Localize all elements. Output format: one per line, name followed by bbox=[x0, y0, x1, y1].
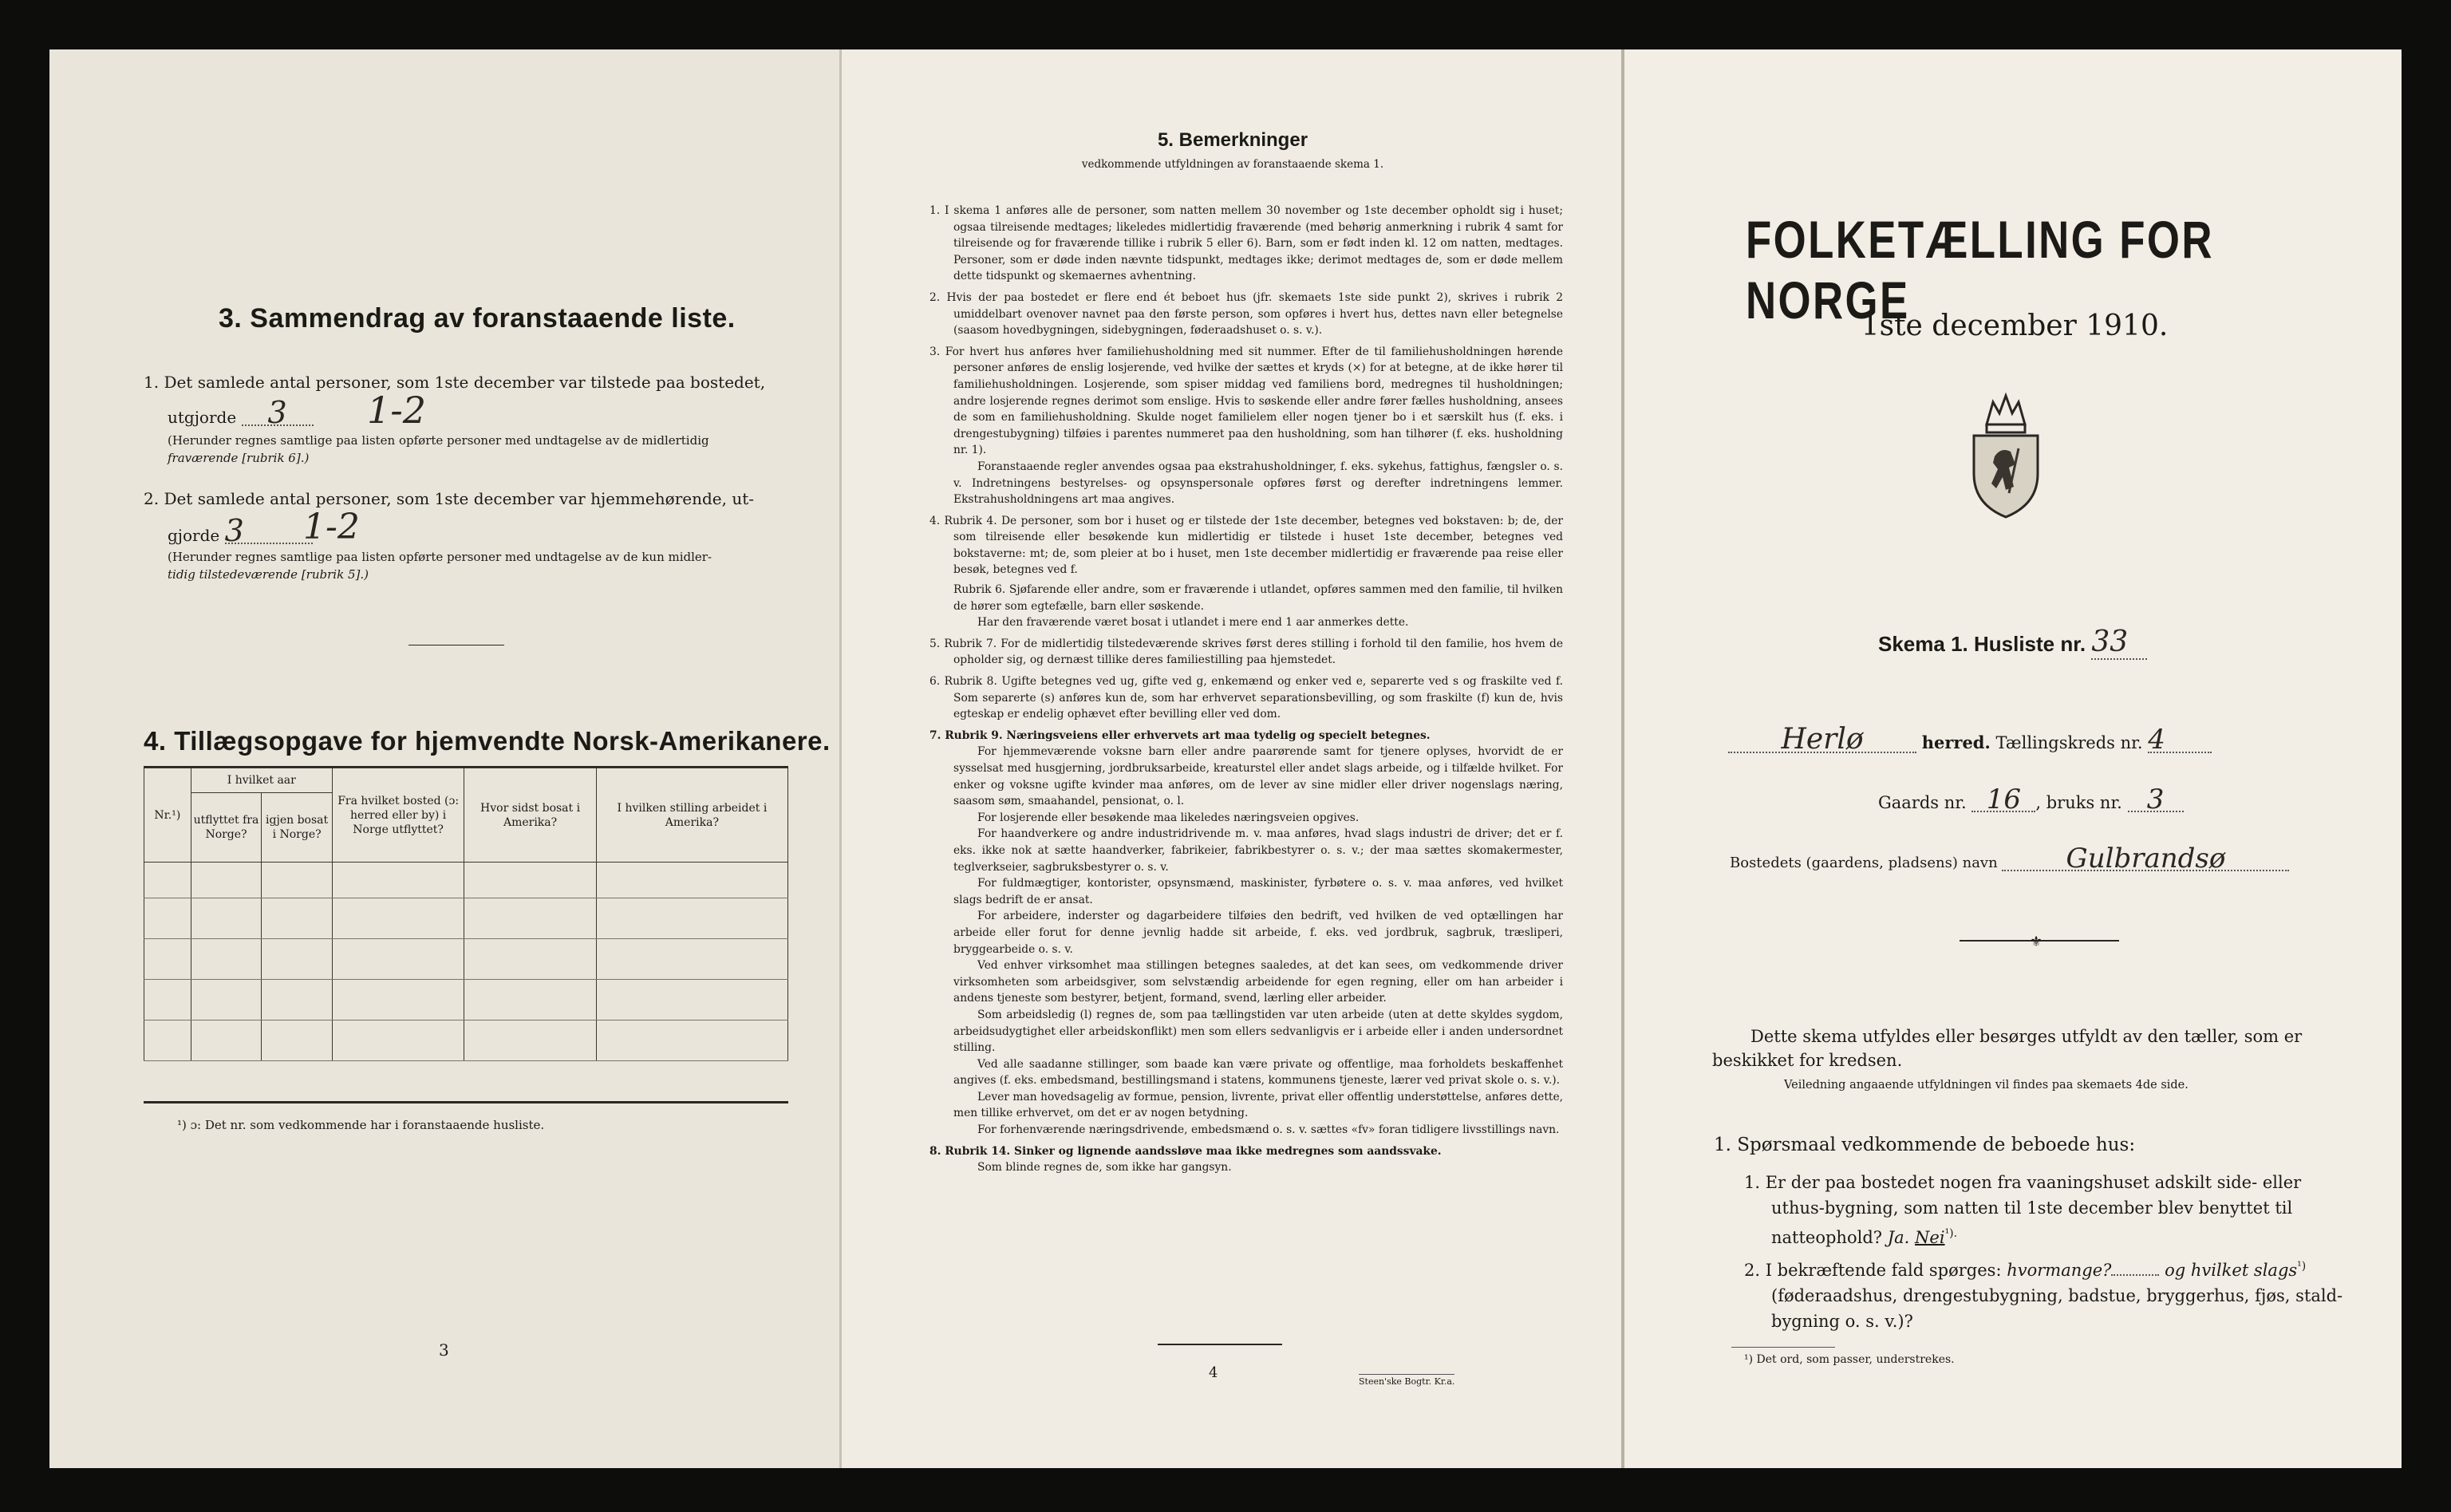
bruks-label: bruks nr. bbox=[2046, 793, 2122, 812]
census-date: 1ste december 1910. bbox=[1861, 310, 2169, 342]
bosted-value: Gulbrandsø bbox=[2002, 847, 2289, 871]
th-utflyttet: utflyttet fra Norge? bbox=[191, 793, 262, 863]
q1-ja: Ja. bbox=[1887, 1228, 1910, 1247]
husliste-nr: 33 bbox=[2091, 626, 2147, 660]
item1-text: 1. Det samlede antal personer, som 1ste december var tilstede paa bostedet, bbox=[144, 373, 766, 392]
remark-item: For losjerende eller besøkende maa likeledes næringsveien opgives. bbox=[977, 811, 1360, 824]
item1-note-line1: (Herunder regnes samtlige paa listen opførte personer med undtagelse av de midlertidig bbox=[168, 433, 709, 448]
page-number: 3 bbox=[439, 1340, 449, 1360]
q2-line1 bbox=[1744, 1253, 2382, 1283]
footnote: ¹) Det ord, som passer, understrekes. bbox=[1744, 1353, 1955, 1366]
remark-item: 2. Hvis der paa bostedet er flere end ét beboet hus (jfr. skemaets 1ste side punkt 2), skrives i rubrik 2 umiddelbart ovenover navnet paa den første person, som opføres i hvert hus, dettes navn eller betegnelse (saasom hovedbygningen, sidebygningen, føderaadshuset o. s. v.). bbox=[929, 290, 1563, 338]
herred-line bbox=[1728, 723, 2212, 756]
q1-nei: Nei bbox=[1915, 1228, 1945, 1247]
page-number: 4 bbox=[1209, 1364, 1218, 1381]
remark-item: Rubrik 6. Sjøfarende eller andre, som er fraværende i utlandet, opføres sammen med den familie, til hvilken de hører som egtefælle, barn eller søskende. bbox=[953, 583, 1563, 613]
remark-item: 5. Rubrik 7. For de midlertidig tilstedeværende skrives først deres stilling i forhold til den familie, hos hvem de opholder sig, og dernæst tillike deres familiestilling paa hjemstedet. bbox=[929, 637, 1563, 667]
th-group: I hvilket aar bbox=[191, 768, 332, 793]
printer-mark: Steen'ske Bogtr. Kr.a. bbox=[1359, 1374, 1454, 1387]
q1-line3-prefix: natteophold? bbox=[1771, 1228, 1883, 1247]
q1-sup: ¹). bbox=[1944, 1227, 1958, 1240]
th-fra: Fra hvilket bosted (ɔ: herred eller by) i Norge utflyttet? bbox=[332, 768, 464, 863]
remark-item: For fuldmægtiger, kontorister, opsynsmænd, maskinister, fyrbøtere o. s. v. maa anføres, ved hvilket slags bedrift de er ansat. bbox=[953, 877, 1563, 906]
instruction-line2: beskikket for kredsen. bbox=[1712, 1051, 1903, 1070]
item2-handwritten-extra: 1-2 bbox=[303, 507, 360, 547]
bosted-line bbox=[1730, 843, 2289, 874]
bruks-value: 3 bbox=[2128, 788, 2184, 812]
herred-label: herred. bbox=[1921, 732, 1991, 752]
q2-prefix: 2. I bekræftende fald spørges: bbox=[1744, 1261, 2002, 1280]
item1-label-text: utgjorde bbox=[168, 408, 237, 427]
th-hvor: Hvor sidst bosat i Amerika? bbox=[464, 768, 596, 863]
q2-blank bbox=[2111, 1274, 2159, 1276]
remark-item: Ved alle saadanne stillinger, som baade kan være private og offentlige, maa forholdets beskaffenhet angives (f. eks. embedsmand, bestillingsmand i statens, kommunens tjeneste, lærer ved privat skole o. s. v.). bbox=[953, 1057, 1563, 1088]
table-row bbox=[144, 863, 788, 898]
norway-coat-of-arms-icon bbox=[1963, 385, 2049, 520]
kreds-value: 4 bbox=[2148, 728, 2212, 753]
census-title: FOLKETÆLLING FOR NORGE bbox=[1746, 210, 2214, 330]
left-page bbox=[49, 49, 839, 1468]
divider bbox=[1158, 1344, 1282, 1345]
table-row bbox=[144, 898, 788, 939]
remark-item: Har den fraværende været bosat i utlandet i mere end 1 aar anmerkes dette. bbox=[977, 616, 1409, 630]
item2-label-text: gjorde bbox=[168, 526, 220, 545]
remark-item: 3. For hvert hus anføres hver familiehusholdning med sit nummer. Efter de til familiehusholdningen hørende personer anføres de enslig losjerende, ved hvilke der sættes et kryds (×) for at betegne, at de ikke hører til familiehusholdningen. Losjerende, som spiser middag ved familiens bord, medregnes til husholdningen; andre losjerende regnes derimot som enslige. Hvis to søskende eller andre fører fælles husholdning, ansees de som en familiehusholdning. Skulde noget familielem eller nogen tjener bo i et særskilt hus (f. eks. i drengestubygning) tilføies i parentes nummeret paa den husholdning, som han tilhører (f. eks. husholdning nr. 1). bbox=[929, 345, 1563, 457]
section3-title: 3. Sammendrag av foranstaaende liste. bbox=[219, 303, 736, 334]
q1-line1: 1. Er der paa bostedet nogen fra vaaningshuset adskilt side- eller bbox=[1744, 1173, 2302, 1192]
remark-item: 8. Rubrik 14. Sinker og lignende aandssløve maa ikke medregnes som aandssvake. bbox=[929, 1144, 1442, 1158]
item2-text: 2. Det samlede antal personer, som 1ste december var hjemmehørende, ut- bbox=[144, 489, 754, 508]
gaards-line: Gaards nr. 16 , bruks nr. 3 bbox=[1878, 788, 2184, 812]
q2-hvormange: hvormange? bbox=[2007, 1261, 2112, 1280]
remarks-title: 5. Bemerkninger bbox=[1157, 129, 1308, 151]
remark-item: For forhenværende næringsdrivende, embedsmænd o. s. v. sættes «fv» foran tidligere livsstillings navn. bbox=[977, 1123, 1560, 1137]
item1-value: 3 bbox=[242, 401, 314, 426]
item1-handwritten-extra: 1-2 bbox=[367, 389, 427, 432]
norsk-amerikanere-table bbox=[144, 768, 788, 1061]
remark-item: For hjemmeværende voksne barn eller andre paarørende samt for tjenere oplyses, hvorvidt de er sysselsat med husgjerning, jordbruksarbeide, kreaturstel eller andet slags arbeide, og i tilfælde hvilket. For enker og voksne ugifte kvinder maa anføres, om de lever av sine midler eller driver nogenslags næring, saasom søm, smaahandel, pensionat, o. l. bbox=[953, 745, 1563, 808]
th-igjen: igjen bosat i Norge? bbox=[262, 793, 333, 863]
remarks-list bbox=[929, 203, 1563, 1176]
middle-page bbox=[839, 49, 1621, 1468]
remark-item: Som blinde regnes de, som ikke har gangsyn. bbox=[977, 1161, 1232, 1174]
remark-item: 7. Rubrik 9. Næringsveiens eller erhvervets art maa tydelig og specielt betegnes. bbox=[929, 728, 1431, 742]
questions-heading: 1. Spørsmaal vedkommende de beboede hus: bbox=[1714, 1135, 2136, 1155]
gaards-value: 16 bbox=[1971, 788, 2035, 812]
remark-item: 4. Rubrik 4. De personer, som bor i huset og er tilstede der 1ste december, betegnes ved bokstaven: b; de, der som tilreisende eller besøkende kun midlertidig er tilstede i huset 1ste december, betegnes ved bokstaverne: mt; de, som pleier at bo i huset, men 1ste december midlertidig er fraværende paa reise eller besøk, betegnes ved f. bbox=[929, 514, 1563, 577]
th-stilling: I hvilken stilling arbeidet i Amerika? bbox=[596, 768, 787, 863]
item1-note-line2: fraværende [rubrik 6].) bbox=[168, 451, 310, 465]
table-row bbox=[144, 1021, 788, 1061]
item2-value: 3 bbox=[225, 519, 313, 544]
ornament-icon: ⚜ bbox=[2030, 934, 2043, 950]
q2-line2: (føderaadshus, drengestubygning, badstue, bryggerhus, fjøs, stald- bbox=[1771, 1286, 2343, 1305]
item2-label bbox=[168, 513, 313, 548]
item2-note-line2: tidig tilstedeværende [rubrik 5].) bbox=[168, 567, 369, 582]
table-footnote: ¹) ɔ: Det nr. som vedkommende har i foranstaaende husliste. bbox=[177, 1118, 545, 1132]
table-row bbox=[144, 939, 788, 980]
section4-title: 4. Tillægsopgave for hjemvendte Norsk-Amerikanere. bbox=[144, 726, 831, 756]
item2-note-line1: (Herunder regnes samtlige paa listen opførte personer med undtagelse av de kun midler- bbox=[168, 550, 712, 564]
table-row bbox=[144, 980, 788, 1021]
q2-line3: bygning o. s. v.)? bbox=[1771, 1312, 1913, 1331]
item1-label bbox=[168, 395, 314, 430]
instruction-small: Veiledning angaaende utfyldningen vil findes paa skemaets 4de side. bbox=[1784, 1079, 2189, 1092]
q1-line2: uthus-bygning, som natten til 1ste december blev benyttet til bbox=[1771, 1198, 2293, 1218]
question-1 bbox=[1744, 1170, 2382, 1334]
remark-item: For arbeidere, inderster og dagarbeidere tilføies den bedrift, ved hvilken de ved optællingen har arbeide eller forut for denne jevnlig hadde sit arbeide, f. eks. ved jordbruk, sagbruk, træsliperi, bryggearbeide o. s. v. bbox=[953, 910, 1563, 956]
remark-item: Foranstaaende regler anvendes ogsaa paa ekstrahusholdninger, f. eks. sykehus, fattighus, fængsler o. s. v. Indretningens bestyrelses- og opsynspersonale opføres først og derefter indretningens lemmer. Ekstrahusholdningens art maa angives. bbox=[953, 460, 1563, 507]
q1-line3 bbox=[1744, 1221, 2382, 1250]
right-page bbox=[1621, 49, 2402, 1468]
kreds-label: Tællingskreds nr. bbox=[1995, 733, 2143, 752]
remark-item: Lever man hovedsagelig av formue, pension, livrente, privat eller offentlig understøttelse, anføres dette, men tillike erhvervet, om det er av nogen betydning. bbox=[953, 1090, 1563, 1120]
herred-value: Herlø bbox=[1728, 728, 1916, 753]
schema-label bbox=[1878, 626, 2147, 660]
th-nr: Nr.¹) bbox=[144, 768, 191, 863]
schema-label-text: Skema 1. Husliste nr. bbox=[1878, 632, 2086, 656]
remarks-subtitle: vedkommende utfyldningen av foranstaaende skema 1. bbox=[1081, 158, 1384, 171]
q2-og: og hvilket slags bbox=[2165, 1261, 2298, 1280]
remark-item: 6. Rubrik 8. Ugifte betegnes ved ug, gifte ved g, enkemænd og enker ved e, separerte ved s og fraskilte ved f. Som separerte (s) anføres kun de, som har erhvervet separationsbevilling, og som fraskilte (f) kun de, hvis egteskap er endelig ophævet efter bevilling eller ved dom. bbox=[929, 675, 1563, 721]
instruction-line1: Dette skema utfyldes eller besørges utfyldt av den tæller, som er bbox=[1750, 1027, 2303, 1046]
remark-item: Som arbeidsledig (l) regnes de, som paa tællingstiden var uten arbeide (uten at dette skyldes sygdom, arbeidsudygtighet eller arbeidskonflikt) men som ellers sedvanligvis er i arbeide eller i anden undersordnet stilling. bbox=[953, 1008, 1563, 1055]
q2-sup: ¹) bbox=[2297, 1260, 2307, 1273]
remark-item: 1. I skema 1 anføres alle de personer, som natten mellem 30 november og 1ste december opholdt sig i huset; ogsaa tilreisende medtages; likeledes midlertidig fraværende (med behørig anmerkning i rubrik 4 samt for tilreisende og for fraværende tillike i rubrik 5 eller 6). Barn, som er født inden kl. 12 om natten, medtages. Personer, som er døde inden nævnte tidspunkt, medtages ikke; derimot medtages de, som er døde mellem dette tidspunkt og skemaernes avhentning. bbox=[929, 204, 1563, 283]
bosted-label: Bostedets (gaardens, pladsens) navn bbox=[1730, 855, 1998, 871]
gaards-label: Gaards nr. bbox=[1878, 793, 1967, 812]
table-bottom-rule bbox=[144, 1101, 788, 1103]
footnote-rule bbox=[1731, 1347, 1835, 1348]
remark-item: Ved enhver virksomhet maa stillingen betegnes saaledes, at det kan sees, om vedkommende driver virksomheten som arbeidsgiver, som selvstændig arbeidende for egen regning, eller om han arbeider i andens tjeneste som bestyrer, betjent, formand, svend, lærling eller arbeider. bbox=[953, 959, 1563, 1005]
remark-item: For haandverkere og andre industridrivende m. v. maa anføres, hvad slags industri de driver; det er f. eks. ikke nok at sætte haandverker, fabrikeier, fabrikbestyrer o. s. v.; der maa sættes skomakermester, teglverkseier, sagbruksbestyrer o. s. v. bbox=[953, 827, 1563, 874]
